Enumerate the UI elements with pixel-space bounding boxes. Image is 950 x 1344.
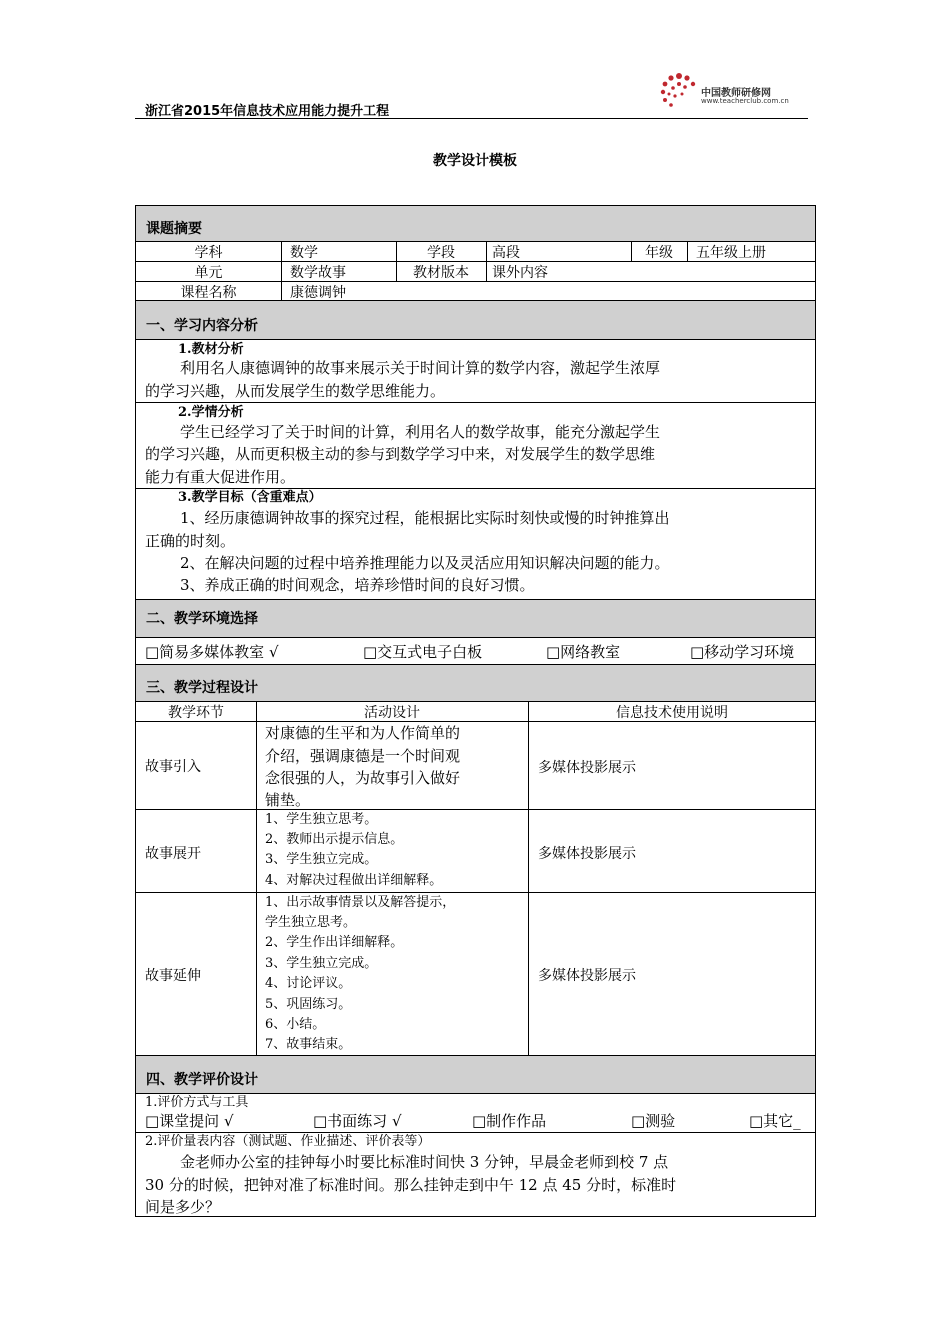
process-row2-activity-line4: 4、对解决过程做出详细解释。 <box>265 873 443 888</box>
eval-scale-line1: 金老师办公室的挂钟每小时要比标准时间快 3 分钟，早晨金老师到校 7 点 <box>180 1153 669 1171</box>
eval-scale-line2: 30 分的时候，把钟对准了标准时间。那么挂钟走到中午 12 点 45 分时，标准时 <box>145 1176 677 1194</box>
process-row3-tech: 多媒体投影展示 <box>538 968 636 984</box>
flower-logo-icon <box>657 70 701 114</box>
header-divider <box>135 118 808 119</box>
process-row1-tech: 多媒体投影展示 <box>538 760 636 776</box>
teacherclub-logo <box>657 70 807 114</box>
material-analysis-title: 1.教材分析 <box>178 342 244 357</box>
summary-label-subject: 学科 <box>194 245 223 261</box>
process-row1-activity-line3: 念很强的人，为故事引入做好 <box>265 769 461 787</box>
process-row2-activity-line3: 3、学生独立完成。 <box>265 852 378 867</box>
process-row1-stage: 故事引入 <box>145 759 201 775</box>
summary-value-edition: 课外内容 <box>492 265 548 281</box>
objectives-title: 3.教学目标（含重难点） <box>178 490 322 505</box>
env-option-whiteboard[interactable]: □交互式电子白板 <box>363 643 483 661</box>
section4-heading: 四、教学评价设计 <box>146 1072 258 1088</box>
process-row3-stage: 故事延伸 <box>145 968 201 984</box>
process-row3-activity-line7: 6、小结。 <box>265 1017 326 1032</box>
process-col-tech: 信息技术使用说明 <box>616 705 728 721</box>
learner-analysis-line2: 的学习兴趣，从而更积极主动的参与到数学学习中来，对发展学生的数学思维 <box>145 445 656 463</box>
summary-value-grade: 五年级上册 <box>696 245 766 261</box>
process-row1-activity-line2: 介绍，强调康德是一个时间观 <box>265 747 461 765</box>
eval-option-product[interactable]: □制作作品 <box>472 1112 547 1130</box>
objectives-line4: 3、养成正确的时间观念，培养珍惜时间的良好习惯。 <box>180 576 535 594</box>
section3-heading-row <box>135 665 816 701</box>
section4-heading-row <box>135 1056 816 1093</box>
material-analysis-line2: 的学习兴趣，从而发展学生的数学思维能力。 <box>145 382 446 400</box>
process-row2-activity-line1: 1、学生独立思考。 <box>265 812 378 827</box>
document-title: 教学设计模板 <box>433 153 517 169</box>
summary-value-unit: 数学故事 <box>290 265 346 281</box>
eval-scale-line3: 间是多少？ <box>145 1198 221 1216</box>
process-row3-activity-line3: 2、学生作出详细解释。 <box>265 935 404 950</box>
summary-label-course: 课程名称 <box>180 285 237 301</box>
process-col-stage: 教学环节 <box>168 705 224 721</box>
process-row2-stage: 故事展开 <box>145 846 201 862</box>
process-row3-activity-line1: 1、出示故事情景以及解答提示， <box>265 895 456 910</box>
process-row3-activity-line4: 3、学生独立完成。 <box>265 956 378 971</box>
learner-analysis-line3: 能力有重大促进作用。 <box>145 468 296 486</box>
learner-analysis-title: 2.学情分析 <box>178 405 244 420</box>
process-row3-activity-line6: 5、巩固练习。 <box>265 997 352 1012</box>
eval-scale-title: 2.评价量表内容（测试题、作业描述、评价表等） <box>145 1134 431 1149</box>
eval-methods-title: 1.评价方式与工具 <box>145 1095 249 1110</box>
summary-heading: 课题摘要 <box>146 221 202 237</box>
process-row1-activity-line4: 铺垫。 <box>265 791 311 809</box>
summary-value-subject: 数学 <box>290 245 318 261</box>
summary-heading-row <box>135 206 816 241</box>
project-title: 浙江省2015年信息技术应用能力提升工程 <box>145 104 390 119</box>
process-col-activity: 活动设计 <box>364 705 420 721</box>
process-row1-activity-line1: 对康德的生平和为人作简单的 <box>265 724 461 742</box>
env-option-multimedia[interactable]: □简易多媒体教室 √ <box>145 643 279 661</box>
process-row3-activity-line8: 7、故事结束。 <box>265 1037 352 1052</box>
eval-option-questioning[interactable]: □课堂提问 √ <box>145 1112 234 1130</box>
process-row3-activity-line5: 4、讨论评议。 <box>265 976 352 991</box>
section2-heading: 二、教学环境选择 <box>146 611 258 627</box>
objectives-line2: 正确的时刻。 <box>145 532 236 550</box>
eval-option-other[interactable]: □其它_ <box>749 1112 801 1130</box>
process-row2-tech: 多媒体投影展示 <box>538 846 636 862</box>
section1-heading: 一、学习内容分析 <box>146 318 258 334</box>
eval-option-written[interactable]: □书面练习 √ <box>313 1112 402 1130</box>
summary-value-course: 康德调钟 <box>290 285 346 301</box>
summary-label-grade: 年级 <box>645 245 673 261</box>
section3-heading: 三、教学过程设计 <box>146 680 258 696</box>
objectives-line1: 1、经历康德调钟故事的探究过程，能根据比实际时刻快或慢的时钟推算出 <box>180 509 670 527</box>
material-analysis-line1: 利用名人康德调钟的故事来展示关于时间计算的数学内容，激起学生浓厚 <box>180 359 661 377</box>
process-row2-activity-line2: 2、教师出示提示信息。 <box>265 832 404 847</box>
env-option-network[interactable]: □网络教室 <box>546 643 621 661</box>
summary-label-unit: 单元 <box>194 265 223 281</box>
process-row3-activity-line2: 学生独立思考。 <box>265 915 357 930</box>
objectives-line3: 2、在解决问题的过程中培养推理能力以及灵活应用知识解决问题的能力。 <box>180 554 670 572</box>
eval-option-test[interactable]: □测验 <box>631 1112 676 1130</box>
section2-heading-row <box>135 600 816 637</box>
summary-label-edition: 教材版本 <box>413 265 469 281</box>
env-option-mobile[interactable]: □移动学习环境 <box>690 643 795 661</box>
logo-url: www.teacherclub.com.cn <box>701 97 789 105</box>
logo-name: 中国教师研修网 <box>701 88 771 99</box>
section1-heading-row <box>135 301 816 339</box>
summary-value-stage: 高段 <box>492 245 520 261</box>
learner-analysis-line1: 学生已经学习了关于时间的计算，利用名人的数学故事，能充分激起学生 <box>180 423 661 441</box>
summary-label-stage: 学段 <box>427 245 455 261</box>
